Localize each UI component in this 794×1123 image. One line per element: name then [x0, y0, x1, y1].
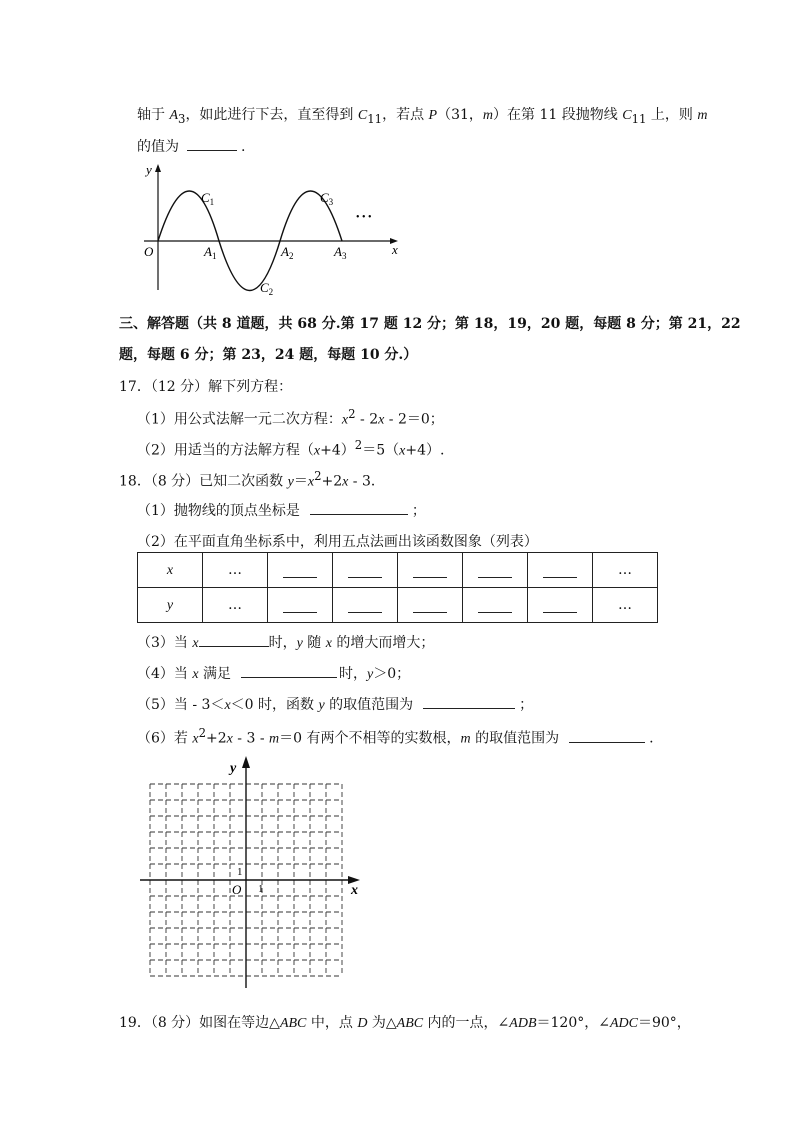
- table-cell[interactable]: [398, 553, 463, 588]
- q18-part1: （1）抛物线的顶点坐标是 ；: [137, 503, 426, 519]
- section3-line1: 三、解答题（共 8 道题，共 68 分.第 17 题 12 分；第 18，19，20 题，每题 8 分；第 21，22: [119, 316, 741, 332]
- origin-label: O: [144, 244, 154, 259]
- q17-part2: （2）用适当的方法解方程$(x+4)^2=5(x+4)$.: [137, 438, 445, 459]
- grid-origin-label: O: [232, 882, 242, 897]
- answer-blank[interactable]: [187, 150, 237, 151]
- table-row-x: [138, 553, 658, 588]
- value-table: [137, 552, 658, 623]
- table-row-y: [138, 588, 658, 623]
- answer-blank[interactable]: [241, 677, 337, 678]
- q16-line2: 的值为 .: [137, 139, 246, 155]
- coordinate-grid[interactable]: [130, 752, 370, 992]
- a2-label: $A_2$: [281, 244, 294, 261]
- q19-head: 19．（8 分）如图在等边△ABC 中，点 D 为△ABC 内的一点，∠ADB＝120°，∠ADC＝90°，: [119, 1015, 691, 1031]
- table-cell[interactable]: [528, 553, 593, 588]
- q18-part5: （5）当 - 3＜x＜0 时，函数 y 的取值范围为 ；: [137, 697, 534, 713]
- table-cell[interactable]: [268, 588, 333, 623]
- table-header-y: y: [138, 588, 203, 623]
- answer-blank[interactable]: [199, 646, 269, 647]
- c3-label: $C_3$: [320, 190, 334, 207]
- wave-figure: [140, 162, 410, 302]
- a3-label: $A_3$: [334, 244, 347, 261]
- table-cell[interactable]: [528, 588, 593, 623]
- grid-x-label: x: [351, 883, 358, 898]
- table-cell: …: [593, 588, 658, 623]
- y-axis-label: y: [146, 162, 152, 177]
- answer-blank[interactable]: [310, 514, 408, 515]
- table-cell: …: [593, 553, 658, 588]
- q18-part3: （3）当 x 时，y 随 x 的增大而增大；: [137, 635, 435, 651]
- q16-line1: 轴于 $A_3$，如此进行下去，直至得到 $C_{11}$，若点 P（31，m）在第 11 段抛物线 $C_{11}$ 上，则 m: [137, 107, 708, 126]
- table-cell: …: [203, 588, 268, 623]
- table-cell[interactable]: [398, 588, 463, 623]
- grid-y-label: y: [230, 761, 237, 776]
- grid-unit-y-label: 1: [237, 866, 243, 878]
- section3-line2: 题，每题 6 分；第 23，24 题，每题 10 分.）: [119, 347, 418, 363]
- ellipsis-dots: • • •: [356, 212, 372, 223]
- answer-blank[interactable]: [569, 742, 645, 743]
- c1-label: $C_1$: [201, 190, 215, 207]
- grid-unit-x-label: 1: [258, 883, 264, 895]
- answer-blank[interactable]: [423, 708, 515, 709]
- table-cell[interactable]: [333, 588, 398, 623]
- q18-part4: （4）当 x 满足 时，y＞0；: [137, 666, 411, 682]
- q17-head: 17．（12 分）解下列方程：: [119, 379, 293, 395]
- table-cell[interactable]: [463, 588, 528, 623]
- table-cell[interactable]: [268, 553, 333, 588]
- q18-part2: （2）在平面直角坐标系中，利用五点法画出该函数图象（列表）: [137, 534, 538, 550]
- q18-part6: （6）若 $x^2+2x - 3 - m=0$ 有两个不相等的实数根，m 的取值范围为 .: [137, 726, 654, 747]
- table-cell[interactable]: [463, 553, 528, 588]
- table-cell: …: [203, 553, 268, 588]
- a1-label: $A_1$: [204, 244, 217, 261]
- table-header-x: x: [138, 553, 203, 588]
- q17-part1: （1）用公式法解一元二次方程：$x^2 - 2x - 2=0$；: [137, 407, 444, 428]
- table-cell[interactable]: [333, 553, 398, 588]
- q18-head: 18．（8 分）已知二次函数 $y=x^2+2x - 3$．: [119, 469, 385, 490]
- c2-label: $C_2$: [260, 280, 274, 297]
- x-axis-label: x: [392, 242, 398, 257]
